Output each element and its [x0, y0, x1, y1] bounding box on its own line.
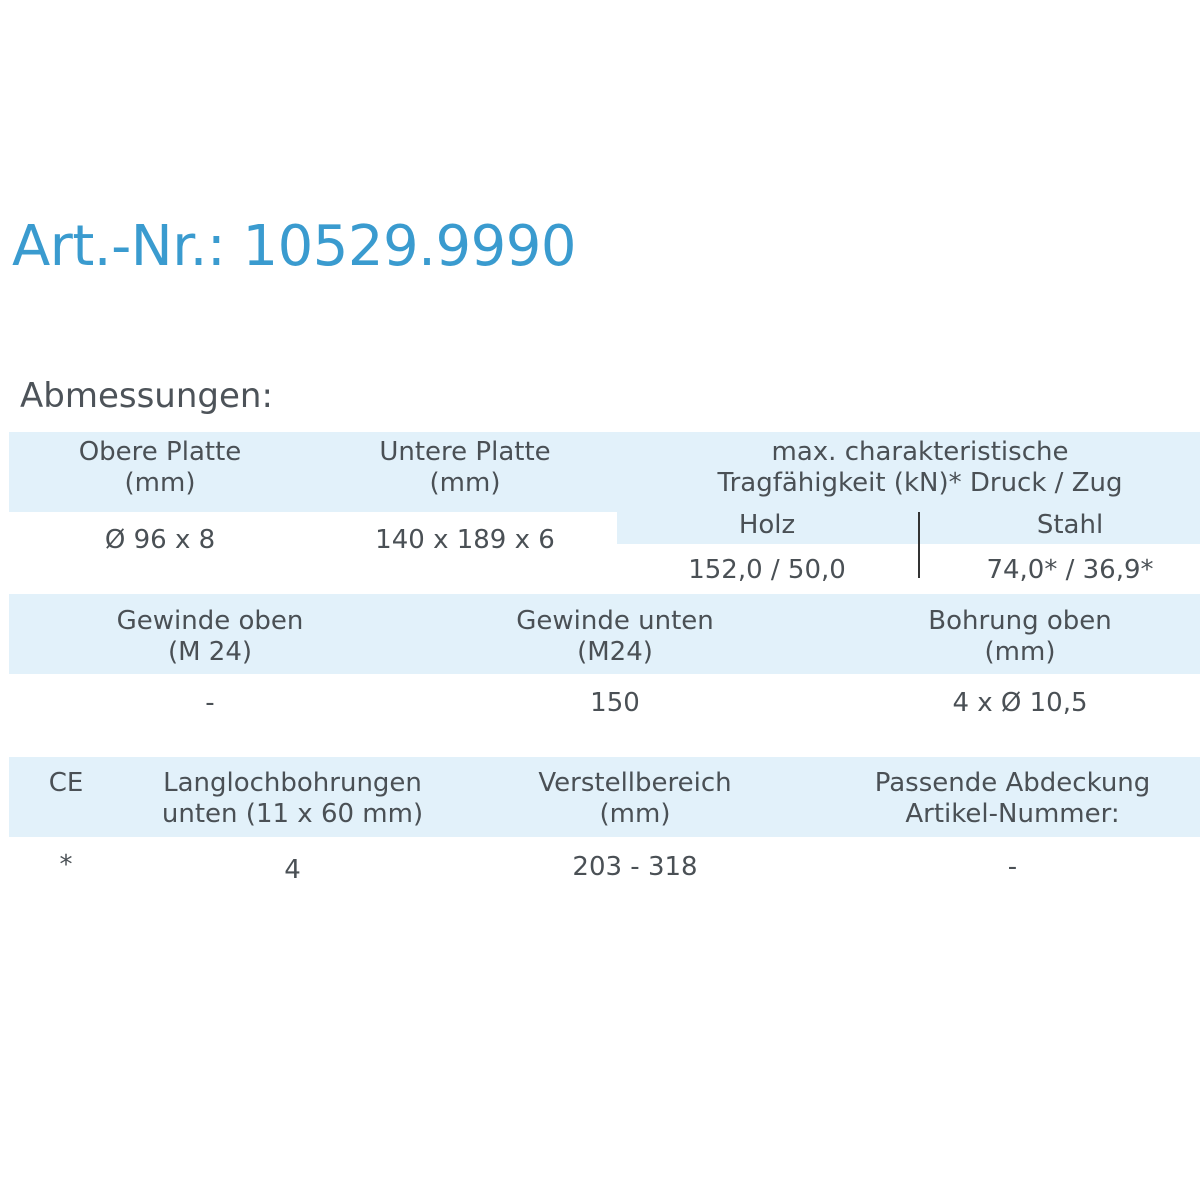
obere-platte-header: Obere Platte (mm) — [78, 437, 242, 498]
obere-platte-value: Ø 96 x 8 — [104, 525, 216, 555]
gewinde-unten-value: 150 — [590, 688, 640, 718]
section-label: Abmessungen: — [20, 376, 273, 416]
verstellbereich-value: 203 - 318 — [572, 852, 698, 882]
abdeckung-value: - — [1007, 852, 1018, 882]
stahl-value: 74,0* / 36,9* — [986, 555, 1154, 585]
gewinde-unten-header: Gewinde unten (M24) — [516, 606, 714, 667]
gewinde-oben-header: Gewinde oben (M 24) — [116, 606, 304, 667]
holz-value: 152,0 / 50,0 — [688, 555, 846, 585]
gewinde-oben-value: - — [205, 688, 215, 718]
article-number-title: Art.-Nr.: 10529.9990 — [12, 214, 576, 279]
ce-value: * — [59, 850, 73, 880]
langloch-value: 4 — [284, 855, 301, 885]
tragfaehigkeit-header: max. charakteristische Tragfähigkeit (kN)* Druck / Zug — [717, 437, 1123, 498]
bohrung-oben-header: Bohrung oben (mm) — [928, 606, 1112, 667]
bohrung-oben-value: 4 x Ø 10,5 — [952, 688, 1088, 718]
stahl-subheader: Stahl — [1036, 510, 1104, 540]
untere-platte-value: 140 x 189 x 6 — [375, 525, 555, 555]
verstellbereich-header: Verstellbereich (mm) — [538, 768, 732, 829]
abdeckung-header: Passende Abdeckung Artikel-Nummer: — [874, 768, 1151, 829]
langloch-header: Langlochbohrungen unten (11 x 60 mm) — [161, 768, 424, 829]
holz-subheader: Holz — [738, 510, 796, 540]
ce-header: CE — [48, 768, 84, 798]
untere-platte-header: Untere Platte (mm) — [379, 437, 551, 498]
